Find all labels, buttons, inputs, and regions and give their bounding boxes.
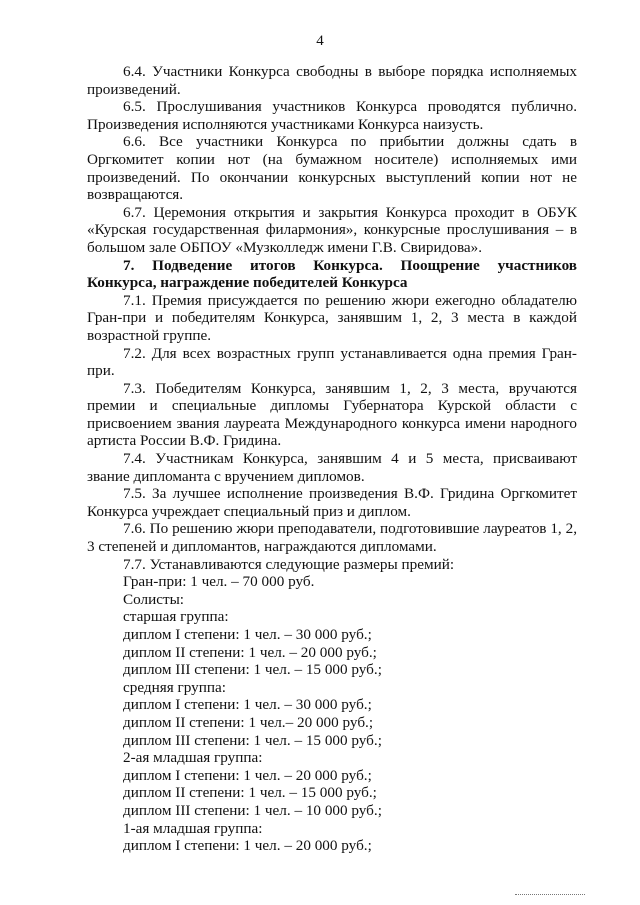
group-junior-2-heading: 2-ая младшая группа: (123, 749, 263, 767)
soloists-heading: Солисты: (123, 590, 185, 608)
document-body (87, 63, 577, 855)
paragraph-6-7: 6.7. Церемония открытия и закрытия Конкурса проходит в ОБУК «Курская государственная филармония», конкурсные прослушивания – в большом зале ОБПОУ «Музколледж имени Г.В. Свиридова». (87, 203, 577, 256)
footer-rule (515, 894, 585, 895)
list-item: диплом III степени: 1 чел. – 15 000 руб.; (123, 661, 382, 679)
paragraph-7-5: 7.5. За лучшее исполнение произведения В.Ф. Гридина Оргкомитет Конкурса учреждает специальный приз и диплом. (87, 485, 577, 520)
list-item: диплом III степени: 1 чел. – 10 000 руб.; (123, 801, 382, 819)
list-item: диплом II степени: 1 чел. – 15 000 руб.; (123, 784, 377, 802)
paragraph-7-6: 7.6. По решению жюри преподаватели, подготовившие лауреатов 1, 2, 3 степеней и дипломантов, награждаются дипломами. (87, 520, 577, 556)
paragraph-6-6: 6.6. Все участники Конкурса по прибытии должны сдать в Оргкомитет копии нот (на бумажном носителе) исполняемых ими произведений. По окончании конкурсных выступлений копии нот не возвращаются. (87, 133, 577, 204)
list-item: диплом I степени: 1 чел. – 30 000 руб.; (123, 626, 372, 643)
prize-list (87, 556, 577, 855)
list-item: диплом I степени: 1 чел. – 20 000 руб.; (123, 766, 372, 784)
list-item: диплом II степени: 1 чел.– 20 000 руб.; (123, 713, 374, 731)
list-item: диплом I степени: 1 чел. – 20 000 руб.; (123, 837, 372, 855)
paragraph-7-4: 7.4. Участникам Конкурса, занявшим 4 и 5 места, присваивают звание дипломанта с вручением дипломов. (87, 450, 577, 485)
grand-prix-line: Гран-при: 1 чел. – 70 000 руб. (123, 573, 315, 591)
list-item: диплом I степени: 1 чел. – 30 000 руб.; (123, 696, 372, 714)
group-middle-heading: средняя группа: (123, 678, 226, 696)
list-item: диплом II степени: 1 чел. – 20 000 руб.; (123, 643, 377, 661)
page-number: 4 (316, 33, 324, 49)
paragraph-7-2: 7.2. Для всех возрастных групп устанавливается одна премия Гран-при. (87, 344, 577, 380)
paragraph-6-4: 6.4. Участники Конкурса свободны в выборе порядка исполняемых произведений. (87, 63, 577, 98)
paragraph-6-5: 6.5. Прослушивания участников Конкурса проводятся публично. Произведения исполняются участниками Конкурса наизусть. (87, 98, 577, 133)
prize-list-intro: 7.7. Устанавливаются следующие размеры премий: (123, 555, 455, 573)
group-junior-1-heading: 1-ая младшая группа: (123, 819, 263, 837)
paragraph-7-1: 7.1. Премия присуждается по решению жюри ежегодно обладателю Гран-при и победителям Конкурса, занявшим 1, 2, 3 места в каждой возрастной группе. (87, 291, 577, 344)
paragraph-7-3: 7.3. Победителям Конкурса, занявшим 1, 2, 3 места, вручаются премии и специальные дипломы Губернатора Курской области с присвоением звания лауреата Международного конкурса имени народного артиста России В.Ф. Гридина. (87, 379, 577, 450)
section-heading-7: 7. Подведение итогов Конкурса. Поощрение участников Конкурса, награждение победителей Конкурса (87, 256, 577, 292)
group-senior-heading: старшая группа: (123, 608, 229, 626)
list-item: диплом III степени: 1 чел. – 15 000 руб.; (123, 731, 382, 749)
